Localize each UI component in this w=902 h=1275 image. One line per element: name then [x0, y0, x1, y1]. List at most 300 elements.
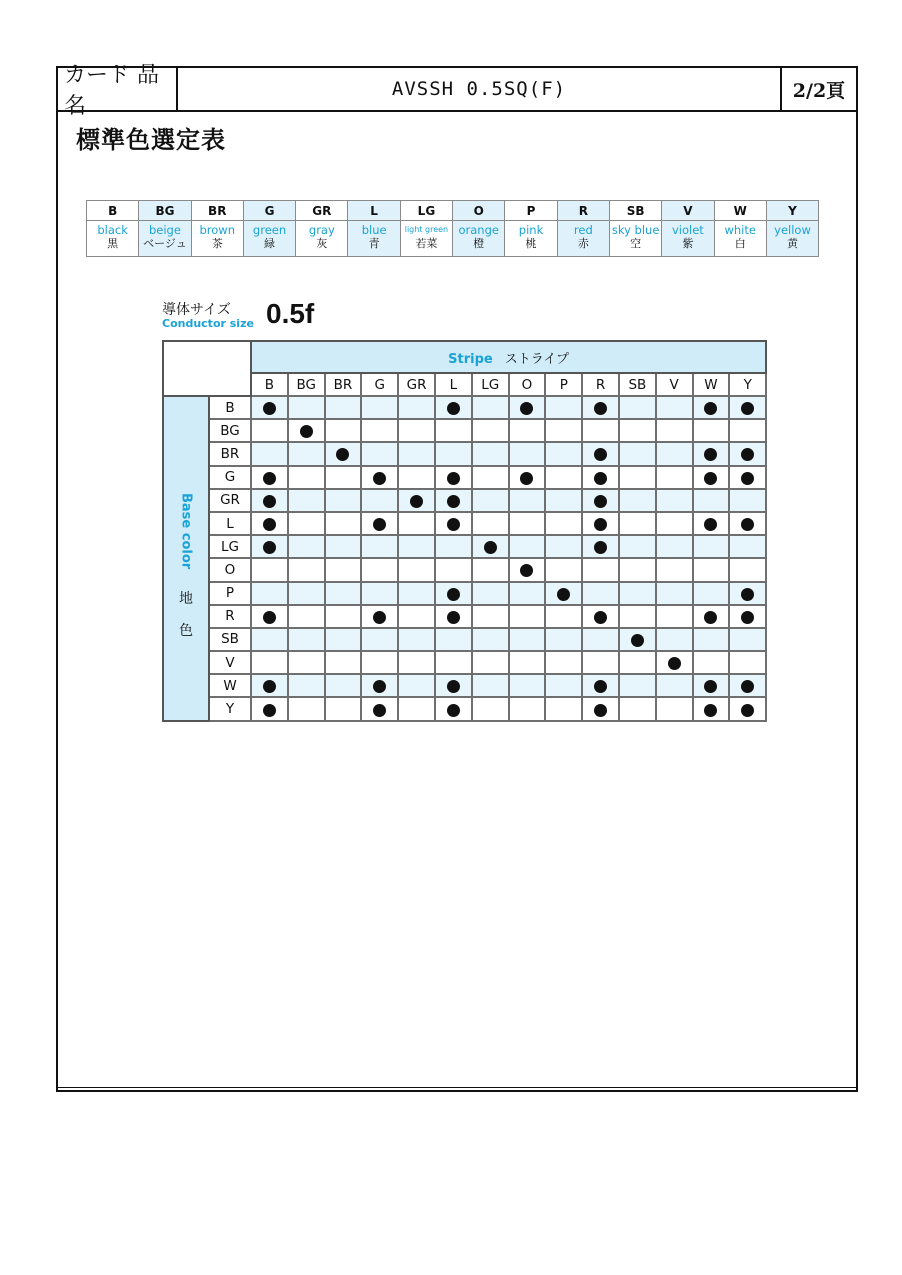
- available-dot: [520, 472, 533, 485]
- matrix-cell: [288, 489, 325, 512]
- matrix-cell: [545, 605, 582, 628]
- available-dot: [263, 541, 276, 554]
- matrix-cell: [693, 489, 730, 512]
- matrix-cell: [582, 396, 619, 419]
- matrix-cell: [619, 512, 656, 535]
- matrix-cell: [398, 697, 435, 720]
- matrix-cell: [251, 674, 288, 697]
- matrix-cell: [582, 582, 619, 605]
- matrix-row: [163, 697, 766, 720]
- base-row-bg: BG: [209, 419, 251, 442]
- matrix-row: [163, 419, 766, 442]
- matrix-cell: [509, 466, 546, 489]
- stripe-column-l: L: [435, 373, 472, 396]
- legend-name-jp: 黒: [107, 237, 119, 250]
- page-title: 標準色選定表: [76, 126, 226, 154]
- legend-code-w: W: [714, 201, 766, 221]
- legend-name-jp: 白: [734, 237, 746, 250]
- base-row-o: O: [209, 558, 251, 581]
- matrix-cell: [325, 442, 362, 465]
- matrix-cell: [729, 442, 766, 465]
- available-dot: [300, 425, 313, 438]
- available-dot: [373, 472, 386, 485]
- matrix-cell: [361, 582, 398, 605]
- matrix-cell: [619, 466, 656, 489]
- matrix-cell: [619, 535, 656, 558]
- document-header: [58, 63, 856, 119]
- matrix-cell: [398, 466, 435, 489]
- legend-name-en: brown: [199, 223, 235, 237]
- available-dot: [704, 448, 717, 461]
- matrix-cell: [435, 489, 472, 512]
- matrix-cell: [361, 396, 398, 419]
- matrix-cell: [619, 582, 656, 605]
- matrix-cell: [656, 558, 693, 581]
- available-dot: [373, 518, 386, 531]
- legend-name-jp: 紫: [682, 237, 694, 250]
- matrix-cell: [472, 442, 509, 465]
- color-legend-table: [86, 200, 819, 257]
- matrix-row: [163, 558, 766, 581]
- legend-name-en: pink: [518, 223, 544, 237]
- matrix-cell: [656, 396, 693, 419]
- matrix-cell: [472, 466, 509, 489]
- base-row-sb: SB: [209, 628, 251, 651]
- matrix-cell: [288, 582, 325, 605]
- available-dot: [447, 472, 460, 485]
- stripe-column-bg: BG: [288, 373, 325, 396]
- stripe-code-row: [163, 373, 766, 396]
- legend-name-jp: 赤: [577, 237, 589, 250]
- matrix-cell: [729, 605, 766, 628]
- legend-name-en: blue: [361, 223, 387, 237]
- available-dot: [263, 472, 276, 485]
- matrix-cell: [325, 419, 362, 442]
- matrix-cell: [656, 512, 693, 535]
- matrix-cell: [545, 512, 582, 535]
- available-dot: [668, 657, 681, 670]
- available-dot: [594, 680, 607, 693]
- legend-name-en: beige: [148, 223, 181, 237]
- available-dot: [741, 402, 754, 415]
- base-color-label-jp: [164, 583, 208, 647]
- legend-name-jp: ベージュ: [143, 237, 187, 250]
- matrix-cell: [545, 419, 582, 442]
- matrix-cell: [251, 489, 288, 512]
- matrix-cell: [656, 489, 693, 512]
- matrix-cell: [251, 512, 288, 535]
- matrix-cell: [251, 535, 288, 558]
- matrix-cell: [619, 628, 656, 651]
- base-row-w: W: [209, 674, 251, 697]
- matrix-row: [163, 466, 766, 489]
- matrix-cell: [582, 697, 619, 720]
- legend-name-gr: [296, 221, 348, 257]
- matrix-cell: [398, 674, 435, 697]
- matrix-cell: [472, 582, 509, 605]
- matrix-cell: [619, 442, 656, 465]
- matrix-cell: [472, 697, 509, 720]
- matrix-cell: [656, 442, 693, 465]
- matrix-cell: [472, 419, 509, 442]
- available-dot: [336, 448, 349, 461]
- matrix-cell: [509, 489, 546, 512]
- legend-code-sb: SB: [609, 201, 661, 221]
- available-dot: [447, 680, 460, 693]
- conductor-size-label: [162, 303, 254, 331]
- available-dot: [594, 448, 607, 461]
- product-name: AVSSH 0.5SQ(F): [178, 68, 782, 110]
- legend-code-g: G: [243, 201, 295, 221]
- available-dot: [741, 680, 754, 693]
- matrix-cell: [582, 628, 619, 651]
- matrix-row: [163, 512, 766, 535]
- matrix-cell: [693, 582, 730, 605]
- matrix-cell: [472, 396, 509, 419]
- matrix-cell: [398, 651, 435, 674]
- stripe-label-en: Stripe: [448, 351, 493, 367]
- matrix-cell: [288, 419, 325, 442]
- matrix-cell: [325, 697, 362, 720]
- legend-code-v: V: [662, 201, 714, 221]
- matrix-cell: [582, 558, 619, 581]
- matrix-cell: [656, 535, 693, 558]
- matrix-cell: [509, 605, 546, 628]
- available-dot: [263, 402, 276, 415]
- stripe-column-gr: GR: [398, 373, 435, 396]
- matrix-cell: [729, 535, 766, 558]
- legend-name-jp: 茶: [211, 237, 223, 250]
- matrix-cell: [582, 466, 619, 489]
- base-row-y: Y: [209, 697, 251, 720]
- matrix-cell: [509, 442, 546, 465]
- matrix-cell: [435, 535, 472, 558]
- available-dot: [741, 611, 754, 624]
- matrix-cell: [398, 489, 435, 512]
- matrix-cell: [509, 535, 546, 558]
- available-dot: [594, 611, 607, 624]
- matrix-cell: [288, 605, 325, 628]
- legend-name-en: white: [724, 223, 756, 237]
- matrix-cell: [435, 558, 472, 581]
- matrix-row: [163, 628, 766, 651]
- matrix-cell: [545, 697, 582, 720]
- matrix-cell: [619, 419, 656, 442]
- matrix-cell: [545, 442, 582, 465]
- base-row-g: G: [209, 466, 251, 489]
- matrix-cell: [361, 442, 398, 465]
- matrix-cell: [582, 442, 619, 465]
- matrix-cell: [656, 582, 693, 605]
- available-dot: [704, 611, 717, 624]
- matrix-cell: [435, 582, 472, 605]
- matrix-cell: [656, 651, 693, 674]
- matrix-cell: [361, 466, 398, 489]
- matrix-cell: [472, 535, 509, 558]
- available-dot: [484, 541, 497, 554]
- matrix-cell: [619, 396, 656, 419]
- base-row-lg: LG: [209, 535, 251, 558]
- legend-name-v: [662, 221, 714, 257]
- available-dot: [557, 588, 570, 601]
- matrix-cell: [545, 466, 582, 489]
- available-dot: [741, 704, 754, 717]
- base-row-l: L: [209, 512, 251, 535]
- matrix-cell: [288, 396, 325, 419]
- matrix-cell: [545, 651, 582, 674]
- available-dot: [704, 402, 717, 415]
- base-row-r: R: [209, 605, 251, 628]
- conductor-size-value: 0.5f: [266, 298, 315, 329]
- matrix-cell: [729, 558, 766, 581]
- available-dot: [373, 611, 386, 624]
- matrix-cell: [325, 489, 362, 512]
- matrix-row: [163, 582, 766, 605]
- base-color-label-jp-char: 色: [179, 623, 193, 640]
- matrix-cell: [251, 442, 288, 465]
- matrix-cell: [509, 628, 546, 651]
- matrix-cell: [361, 697, 398, 720]
- matrix-cell: [582, 419, 619, 442]
- matrix-cell: [398, 605, 435, 628]
- matrix-row: [163, 605, 766, 628]
- legend-name-r: [557, 221, 609, 257]
- matrix-cell: [435, 697, 472, 720]
- matrix-cell: [472, 651, 509, 674]
- stripe-column-r: R: [582, 373, 619, 396]
- available-dot: [520, 402, 533, 415]
- base-row-v: V: [209, 651, 251, 674]
- matrix-cell: [693, 442, 730, 465]
- matrix-cell: [251, 605, 288, 628]
- matrix-cell: [325, 605, 362, 628]
- available-dot: [263, 611, 276, 624]
- legend-name-en: orange: [458, 223, 499, 237]
- matrix-cell: [251, 466, 288, 489]
- available-dot: [263, 704, 276, 717]
- available-dot: [447, 611, 460, 624]
- matrix-cell: [729, 651, 766, 674]
- matrix-cell: [472, 558, 509, 581]
- legend-name-en: red: [573, 223, 593, 237]
- legend-name-bg: [139, 221, 191, 257]
- matrix-cell: [619, 558, 656, 581]
- legend-name-w: [714, 221, 766, 257]
- legend-code-o: O: [453, 201, 505, 221]
- available-dot: [594, 472, 607, 485]
- matrix-cell: [729, 582, 766, 605]
- matrix-cell: [509, 697, 546, 720]
- legend-name-jp: 緑: [264, 237, 276, 250]
- matrix-cell: [509, 674, 546, 697]
- matrix-cell: [729, 628, 766, 651]
- matrix-cell: [398, 535, 435, 558]
- matrix-cell: [729, 697, 766, 720]
- legend-name-sb: [609, 221, 661, 257]
- base-color-label: [163, 396, 209, 721]
- legend-name-g: [243, 221, 295, 257]
- matrix-cell: [509, 396, 546, 419]
- available-dot: [631, 634, 644, 647]
- legend-name-en: yellow: [774, 223, 811, 237]
- matrix-cell: [619, 674, 656, 697]
- legend-code-gr: GR: [296, 201, 348, 221]
- matrix-cell: [693, 512, 730, 535]
- legend-name-p: [505, 221, 557, 257]
- matrix-cell: [472, 628, 509, 651]
- matrix-cell: [656, 605, 693, 628]
- legend-name-en: green: [252, 223, 287, 237]
- matrix-cell: [288, 558, 325, 581]
- matrix-cell: [582, 489, 619, 512]
- stripe-column-v: V: [656, 373, 693, 396]
- legend-name-row: [87, 221, 819, 257]
- stripe-column-o: O: [509, 373, 546, 396]
- matrix-cell: [251, 558, 288, 581]
- matrix-cell: [288, 466, 325, 489]
- matrix-cell: [325, 396, 362, 419]
- matrix-cell: [693, 466, 730, 489]
- available-dot: [594, 704, 607, 717]
- stripe-label-jp: ストライプ: [504, 351, 569, 367]
- available-dot: [263, 680, 276, 693]
- matrix-cell: [435, 628, 472, 651]
- legend-name-br: [191, 221, 243, 257]
- legend-code-bg: BG: [139, 201, 191, 221]
- matrix-cell: [509, 512, 546, 535]
- available-dot: [447, 402, 460, 415]
- matrix-cell: [693, 628, 730, 651]
- matrix-cell: [361, 651, 398, 674]
- matrix-cell: [288, 442, 325, 465]
- matrix-cell: [288, 674, 325, 697]
- matrix-cell: [398, 442, 435, 465]
- legend-code-p: P: [505, 201, 557, 221]
- matrix-cell: [545, 558, 582, 581]
- matrix-cell: [472, 605, 509, 628]
- available-dot: [373, 680, 386, 693]
- matrix-cell: [729, 512, 766, 535]
- available-dot: [741, 448, 754, 461]
- available-dot: [447, 704, 460, 717]
- legend-name-jp: 若菜: [415, 237, 438, 250]
- stripe-column-sb: SB: [619, 373, 656, 396]
- matrix-cell: [435, 674, 472, 697]
- matrix-cell: [472, 489, 509, 512]
- matrix-cell: [288, 512, 325, 535]
- matrix-cell: [582, 535, 619, 558]
- matrix-cell: [251, 697, 288, 720]
- stripe-column-lg: LG: [472, 373, 509, 396]
- matrix-cell: [435, 605, 472, 628]
- matrix-corner: [163, 341, 251, 396]
- matrix-cell: [693, 535, 730, 558]
- base-row-gr: GR: [209, 489, 251, 512]
- matrix-cell: [361, 535, 398, 558]
- matrix-cell: [656, 697, 693, 720]
- matrix-cell: [361, 512, 398, 535]
- matrix-cell: [325, 512, 362, 535]
- matrix-cell: [288, 535, 325, 558]
- matrix-cell: [325, 651, 362, 674]
- available-dot: [704, 680, 717, 693]
- matrix-cell: [435, 419, 472, 442]
- legend-name-jp: 桃: [525, 237, 537, 250]
- stripe-column-b: B: [251, 373, 288, 396]
- matrix-cell: [325, 558, 362, 581]
- matrix-cell: [325, 674, 362, 697]
- matrix-cell: [582, 605, 619, 628]
- matrix-cell: [398, 558, 435, 581]
- stripe-column-y: Y: [729, 373, 766, 396]
- stripe-column-w: W: [693, 373, 730, 396]
- matrix-cell: [545, 489, 582, 512]
- available-dot: [741, 518, 754, 531]
- matrix-cell: [545, 582, 582, 605]
- legend-code-b: B: [87, 201, 139, 221]
- matrix-cell: [693, 697, 730, 720]
- legend-name-en: violet: [672, 223, 704, 237]
- legend-name-jp: 青: [368, 237, 380, 250]
- matrix-cell: [582, 512, 619, 535]
- matrix-cell: [693, 558, 730, 581]
- matrix-cell: [361, 605, 398, 628]
- matrix-cell: [361, 419, 398, 442]
- base-row-p: P: [209, 582, 251, 605]
- available-dot: [594, 541, 607, 554]
- matrix-cell: [251, 651, 288, 674]
- matrix-cell: [545, 628, 582, 651]
- available-dot: [594, 518, 607, 531]
- matrix-cell: [619, 651, 656, 674]
- matrix-cell: [729, 466, 766, 489]
- legend-name-lg: [400, 221, 452, 257]
- available-dot: [447, 495, 460, 508]
- available-dot: [373, 704, 386, 717]
- legend-name-l: [348, 221, 400, 257]
- matrix-cell: [472, 512, 509, 535]
- legend-name-b: [87, 221, 139, 257]
- stripe-column-g: G: [361, 373, 398, 396]
- legend-name-jp: 黄: [787, 237, 798, 250]
- matrix-cell: [509, 419, 546, 442]
- base-row-b: B: [209, 396, 251, 419]
- matrix-cell: [693, 674, 730, 697]
- matrix-cell: [435, 651, 472, 674]
- legend-name-en: black: [97, 223, 128, 237]
- matrix-cell: [325, 582, 362, 605]
- legend-code-br: BR: [191, 201, 243, 221]
- matrix-cell: [582, 674, 619, 697]
- legend-name-en: light green: [404, 225, 449, 234]
- available-dot: [263, 518, 276, 531]
- legend-code-row: [87, 201, 819, 221]
- legend-code-y: Y: [766, 201, 818, 221]
- legend-name-y: [766, 221, 818, 257]
- legend-name-jp: 橙: [473, 237, 485, 250]
- matrix-cell: [656, 466, 693, 489]
- matrix-cell: [656, 419, 693, 442]
- conductor-size-label-en: Conductor size: [162, 317, 254, 330]
- matrix-cell: [619, 489, 656, 512]
- base-color-label-en: Base color: [178, 493, 194, 570]
- conductor-size-label-jp: 導体サイズ: [162, 302, 231, 318]
- available-dot: [704, 518, 717, 531]
- matrix-cell: [398, 396, 435, 419]
- matrix-row: [163, 442, 766, 465]
- matrix-cell: [656, 674, 693, 697]
- matrix-cell: [325, 535, 362, 558]
